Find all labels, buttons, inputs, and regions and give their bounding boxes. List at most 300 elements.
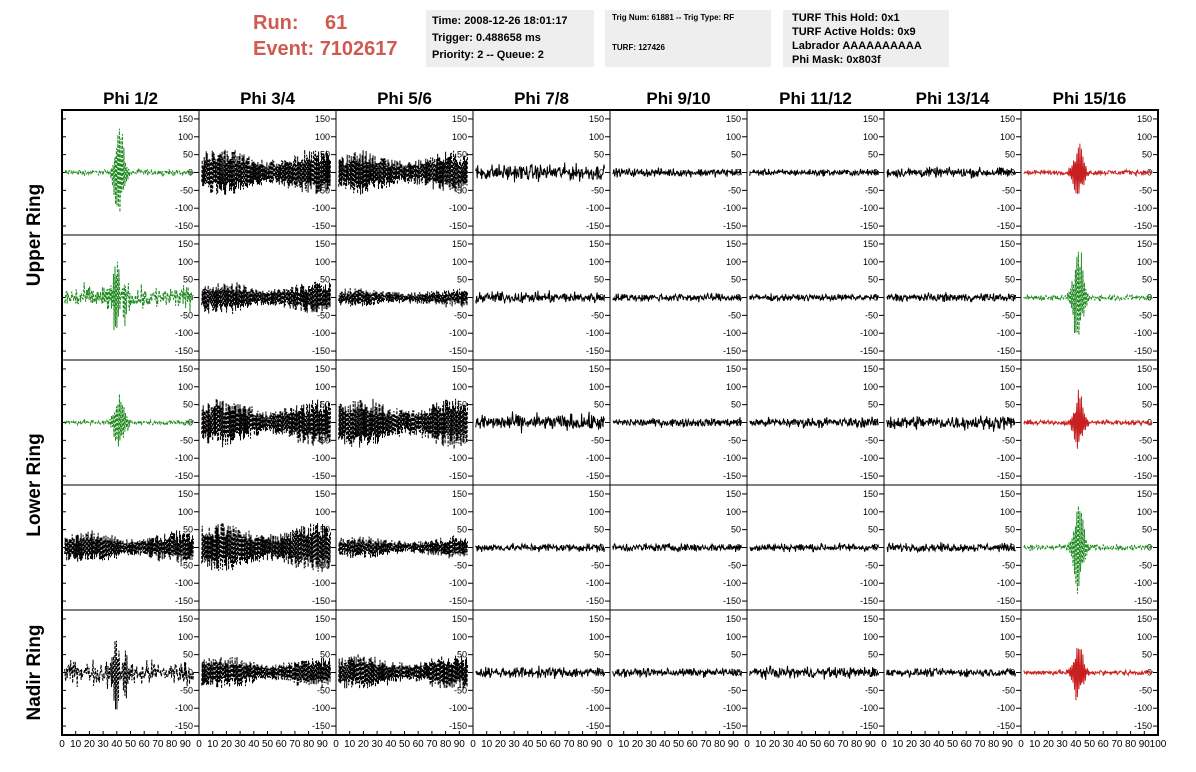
y-tick-label: 50	[867, 649, 878, 660]
y-tick-label: 100	[725, 506, 741, 517]
y-tick-label: 50	[730, 399, 741, 410]
y-tick-label: -50	[453, 185, 467, 196]
waveform-line	[613, 417, 742, 428]
y-tick-label: -50	[1001, 185, 1015, 196]
y-tick-label: -150	[859, 721, 878, 732]
y-tick-label: -150	[722, 221, 741, 232]
x-tick-label: 60	[686, 739, 698, 750]
y-tick-label: -50	[727, 310, 741, 321]
waveform-line	[339, 654, 468, 691]
waveform-line	[202, 150, 331, 195]
x-tick-label: 70	[426, 739, 438, 750]
y-tick-label: -100	[722, 453, 741, 464]
y-tick-label: 100	[1136, 381, 1152, 392]
y-tick-label: -100	[722, 203, 741, 214]
y-tick-label: 50	[867, 274, 878, 285]
column-header: Phi 7/8	[514, 89, 569, 108]
x-tick-label: 50	[1083, 739, 1096, 750]
y-tick-label: -50	[1138, 435, 1152, 446]
y-tick-label: 150	[451, 488, 467, 499]
y-tick-label: 50	[1141, 399, 1152, 410]
y-tick-label: 150	[725, 363, 741, 374]
y-tick-label: -100	[859, 203, 878, 214]
y-tick-label: -100	[174, 578, 193, 589]
y-tick-label: 100	[314, 381, 330, 392]
y-tick-label: 100	[314, 631, 330, 642]
x-tick-label: 70	[563, 739, 575, 750]
x-tick-label: 40	[796, 739, 808, 750]
x-tick-label: 60	[138, 739, 150, 750]
y-tick-label: -50	[727, 185, 741, 196]
row-group-label: Lower Ring	[24, 433, 45, 537]
y-tick-label: 50	[730, 274, 741, 285]
y-tick-label: 100	[177, 256, 193, 267]
column-header: Phi 1/2	[103, 89, 158, 108]
y-tick-label: 150	[1136, 488, 1152, 499]
waveform-line	[339, 288, 468, 307]
y-tick-label: 50	[1004, 149, 1015, 160]
x-tick-label: 50	[809, 739, 822, 750]
y-tick-label: -50	[316, 560, 330, 571]
y-tick-label: 0	[598, 667, 604, 678]
y-tick-label: 0	[1009, 292, 1015, 303]
y-tick-label: 50	[182, 649, 193, 660]
y-tick-label: 100	[862, 256, 878, 267]
y-tick-label: 150	[314, 113, 330, 124]
y-tick-label: 150	[314, 363, 330, 374]
column-header: Phi 3/4	[240, 89, 295, 108]
x-tick-label: 40	[1070, 739, 1082, 750]
y-tick-label: 150	[999, 238, 1015, 249]
y-tick-label: 0	[1146, 292, 1152, 303]
y-tick-label: 0	[735, 542, 741, 553]
y-tick-label: 0	[461, 667, 467, 678]
y-tick-label: 100	[314, 256, 330, 267]
y-tick-label: -100	[722, 578, 741, 589]
y-tick-label: -50	[590, 185, 604, 196]
y-tick-label: 150	[862, 363, 878, 374]
y-tick-label: 150	[725, 238, 741, 249]
y-tick-label: -100	[311, 203, 330, 214]
x-tick-label: 30	[97, 739, 109, 750]
y-tick-label: 100	[725, 631, 741, 642]
y-tick-label: 50	[730, 524, 741, 535]
waveform-line	[1024, 252, 1153, 335]
y-tick-label: 100	[451, 256, 467, 267]
y-tick-label: -100	[585, 703, 604, 714]
x-tick-label: 20	[83, 739, 95, 750]
x-tick-label: 80	[166, 739, 178, 750]
y-tick-label: -150	[996, 346, 1015, 357]
y-tick-label: 0	[598, 292, 604, 303]
y-tick-label: 150	[314, 613, 330, 624]
x-tick-label: 60	[549, 739, 561, 750]
y-tick-label: 50	[867, 149, 878, 160]
x-tick-label: 20	[905, 739, 917, 750]
y-tick-label: -100	[311, 328, 330, 339]
x-tick-label: 50	[124, 739, 137, 750]
waveform-line	[476, 411, 605, 433]
y-tick-label: -150	[174, 221, 193, 232]
x-tick-label: 70	[700, 739, 712, 750]
y-tick-label: -100	[996, 328, 1015, 339]
y-tick-label: 150	[999, 488, 1015, 499]
x-tick-label: 50	[672, 739, 685, 750]
x-tick-label: 40	[385, 739, 397, 750]
y-tick-label: 0	[461, 292, 467, 303]
y-tick-label: -150	[585, 596, 604, 607]
y-tick-label: -100	[996, 578, 1015, 589]
y-tick-label: 150	[725, 613, 741, 624]
x-tick-label: 90	[864, 739, 876, 750]
waveform-line	[476, 163, 605, 183]
y-tick-label: -50	[316, 685, 330, 696]
waveform-line	[202, 399, 331, 448]
trig-num-text: Trig Num: 61881 -- Trig Type: RF	[612, 13, 735, 22]
y-tick-label: 0	[735, 667, 741, 678]
y-tick-label: 50	[593, 649, 604, 660]
y-tick-label: -150	[1133, 346, 1152, 357]
y-tick-label: 100	[725, 381, 741, 392]
y-tick-label: 100	[177, 506, 193, 517]
y-tick-label: 0	[1146, 542, 1152, 553]
y-tick-label: 0	[872, 292, 878, 303]
y-tick-label: 0	[1146, 667, 1152, 678]
y-tick-label: 50	[730, 149, 741, 160]
y-tick-label: -100	[996, 203, 1015, 214]
y-tick-label: -100	[1133, 578, 1152, 589]
y-tick-label: -150	[722, 721, 741, 732]
y-tick-label: 100	[862, 631, 878, 642]
waveform-line	[613, 168, 742, 178]
y-tick-label: -100	[448, 453, 467, 464]
y-tick-label: 100	[177, 381, 193, 392]
y-tick-label: -50	[727, 685, 741, 696]
waveform-line	[887, 668, 1016, 678]
y-tick-label: -150	[311, 721, 330, 732]
waveform-line	[65, 530, 194, 564]
column-header: Phi 5/6	[377, 89, 432, 108]
x-tick-label: 90	[1138, 739, 1150, 750]
y-tick-label: -50	[590, 685, 604, 696]
y-tick-label: 50	[182, 149, 193, 160]
x-tick-label: 80	[714, 739, 726, 750]
y-tick-label: -50	[179, 685, 193, 696]
x-tick-label: 90	[727, 739, 739, 750]
y-tick-label: 100	[588, 256, 604, 267]
x-tick-label: 0	[1018, 739, 1024, 750]
x-tick-label: 10	[344, 739, 356, 750]
y-tick-label: 50	[456, 149, 467, 160]
y-tick-label: 50	[1141, 274, 1152, 285]
y-tick-label: -50	[316, 310, 330, 321]
x-tick-label: 0	[470, 739, 476, 750]
x-tick-label: 80	[851, 739, 863, 750]
waveform-line	[65, 262, 194, 330]
waveform-line	[339, 536, 468, 559]
y-tick-label: -50	[1138, 685, 1152, 696]
x-tick-label: 0	[333, 739, 339, 750]
waveform-line	[476, 666, 605, 679]
y-tick-label: 100	[725, 131, 741, 142]
waveform-line	[887, 542, 1016, 552]
y-tick-label: 0	[735, 167, 741, 178]
y-tick-label: -50	[590, 435, 604, 446]
y-tick-label: -50	[179, 185, 193, 196]
x-tick-label: 30	[782, 739, 794, 750]
waveform-line	[65, 129, 194, 213]
x-tick-label: 50	[261, 739, 274, 750]
y-tick-label: 50	[730, 649, 741, 660]
y-tick-label: -50	[1001, 310, 1015, 321]
y-tick-label: -150	[585, 471, 604, 482]
y-tick-label: 0	[735, 292, 741, 303]
y-tick-label: -50	[1001, 435, 1015, 446]
y-tick-label: -150	[996, 596, 1015, 607]
y-tick-label: 50	[1141, 524, 1152, 535]
y-tick-label: 50	[182, 399, 193, 410]
y-tick-label: 150	[451, 363, 467, 374]
y-tick-label: -100	[859, 578, 878, 589]
y-tick-label: 50	[1004, 399, 1015, 410]
y-tick-label: -50	[179, 560, 193, 571]
y-tick-label: 100	[451, 631, 467, 642]
y-tick-label: -100	[859, 453, 878, 464]
y-tick-label: -100	[585, 203, 604, 214]
y-tick-label: -50	[864, 685, 878, 696]
y-tick-label: 0	[735, 417, 741, 428]
row-group-label: Nadir Ring	[24, 624, 45, 721]
y-tick-label: -50	[727, 560, 741, 571]
waveform-line	[887, 292, 1016, 302]
waveform-line	[750, 543, 879, 552]
y-tick-label: -50	[864, 310, 878, 321]
waveform-line	[750, 666, 879, 680]
y-tick-label: 50	[1141, 649, 1152, 660]
column-header: Phi 9/10	[646, 89, 711, 108]
y-tick-label: 100	[862, 131, 878, 142]
y-tick-label: 150	[725, 113, 741, 124]
y-tick-label: -150	[585, 346, 604, 357]
y-tick-label: -100	[1133, 328, 1152, 339]
x-tick-label: 30	[371, 739, 383, 750]
x-tick-label: 60	[1097, 739, 1109, 750]
y-tick-label: 0	[324, 542, 330, 553]
y-tick-label: 0	[324, 167, 330, 178]
y-tick-label: -100	[585, 328, 604, 339]
x-tick-label: 60	[412, 739, 424, 750]
waveform-line	[202, 282, 331, 314]
y-tick-label: 0	[872, 417, 878, 428]
y-tick-label: 100	[1136, 256, 1152, 267]
y-tick-label: -100	[448, 203, 467, 214]
column-header: Phi 15/16	[1052, 89, 1127, 108]
y-tick-label: 100	[451, 131, 467, 142]
y-tick-label: -100	[1133, 453, 1152, 464]
waveform-line	[476, 543, 605, 552]
y-tick-label: 50	[182, 524, 193, 535]
x-tick-label: 10	[618, 739, 630, 750]
y-tick-label: -100	[311, 578, 330, 589]
waveform-line	[887, 416, 1016, 432]
y-tick-label: 50	[1141, 149, 1152, 160]
y-tick-label: 0	[324, 667, 330, 678]
x-tick-label: 70	[837, 739, 849, 750]
y-tick-label: 150	[177, 238, 193, 249]
y-tick-label: -50	[727, 435, 741, 446]
y-tick-label: -150	[859, 221, 878, 232]
y-tick-label: -150	[996, 721, 1015, 732]
x-tick-label: 20	[220, 739, 232, 750]
waveform-line	[750, 293, 879, 301]
x-tick-label: 30	[919, 739, 931, 750]
run-value: 61	[325, 12, 348, 34]
y-tick-label: 0	[598, 542, 604, 553]
y-tick-label: 100	[999, 631, 1015, 642]
y-tick-label: 50	[593, 399, 604, 410]
x-tick-label: 40	[248, 739, 260, 750]
y-tick-label: 100	[588, 131, 604, 142]
y-tick-label: -50	[316, 435, 330, 446]
y-tick-label: 150	[999, 113, 1015, 124]
x-tick-label: 70	[1111, 739, 1123, 750]
y-tick-label: -150	[448, 221, 467, 232]
y-tick-label: -150	[1133, 721, 1152, 732]
x-tick-label: 90	[316, 739, 328, 750]
event-value: 7102617	[319, 38, 398, 60]
y-tick-label: 0	[461, 167, 467, 178]
y-tick-label: -100	[174, 453, 193, 464]
y-tick-label: 50	[319, 399, 330, 410]
x-tick-label: 80	[303, 739, 315, 750]
y-tick-label: 100	[1136, 506, 1152, 517]
waveform-line	[613, 668, 742, 678]
event-label: Event:	[253, 38, 315, 60]
y-tick-label: -150	[174, 471, 193, 482]
y-tick-label: 150	[177, 363, 193, 374]
y-tick-label: 100	[862, 381, 878, 392]
waveform-line	[1024, 648, 1153, 700]
waveform-line	[1024, 390, 1153, 449]
y-tick-label: 0	[872, 667, 878, 678]
column-header: Phi 13/14	[915, 89, 990, 108]
y-tick-label: 150	[862, 113, 878, 124]
y-tick-label: 150	[1136, 363, 1152, 374]
waveform-line	[202, 657, 331, 689]
y-tick-label: 100	[588, 506, 604, 517]
y-tick-label: 50	[867, 524, 878, 535]
y-tick-label: -50	[1001, 685, 1015, 696]
y-tick-label: -100	[311, 453, 330, 464]
y-tick-label: 150	[588, 113, 604, 124]
x-tick-label: 0	[881, 739, 887, 750]
x-tick-label: 90	[179, 739, 191, 750]
y-tick-label: -100	[996, 703, 1015, 714]
y-tick-label: 150	[1136, 113, 1152, 124]
y-tick-label: -50	[864, 185, 878, 196]
x-tick-label: 90	[590, 739, 602, 750]
y-tick-label: 150	[177, 113, 193, 124]
priority-text: Priority: 2 -- Queue: 2	[432, 49, 544, 61]
x-tick-label: 10	[755, 739, 767, 750]
x-tick-label: 0	[196, 739, 202, 750]
y-tick-label: -50	[864, 560, 878, 571]
y-tick-label: -100	[722, 703, 741, 714]
y-tick-label: -150	[174, 721, 193, 732]
y-tick-label: -150	[448, 471, 467, 482]
waveform-line	[339, 399, 468, 449]
x-tick-label: 80	[988, 739, 1000, 750]
y-tick-label: -50	[1138, 560, 1152, 571]
y-tick-label: 150	[177, 613, 193, 624]
y-tick-label: 0	[187, 667, 193, 678]
y-tick-label: 0	[1009, 542, 1015, 553]
waveform-line	[476, 290, 605, 303]
y-tick-label: 0	[598, 417, 604, 428]
waveform-line	[339, 150, 468, 194]
y-tick-label: -150	[722, 346, 741, 357]
y-tick-label: -100	[448, 578, 467, 589]
y-tick-label: -50	[590, 310, 604, 321]
y-tick-label: -100	[1133, 703, 1152, 714]
y-tick-label: 150	[314, 488, 330, 499]
y-tick-label: -100	[448, 703, 467, 714]
y-tick-label: -50	[1138, 310, 1152, 321]
x-tick-label: 60	[275, 739, 287, 750]
turf-text: TURF: 127426	[612, 43, 665, 52]
y-tick-label: -150	[996, 221, 1015, 232]
y-tick-label: -100	[174, 203, 193, 214]
y-tick-label: 0	[598, 167, 604, 178]
y-tick-label: 0	[461, 542, 467, 553]
y-tick-label: 100	[999, 256, 1015, 267]
waveform-line	[750, 417, 879, 429]
y-tick-label: -100	[174, 328, 193, 339]
y-tick-label: -50	[179, 310, 193, 321]
y-tick-label: 100	[999, 381, 1015, 392]
x-tick-label: 90	[453, 739, 465, 750]
y-tick-label: 0	[872, 167, 878, 178]
y-tick-label: -150	[448, 346, 467, 357]
y-tick-label: 50	[319, 149, 330, 160]
y-tick-label: -150	[859, 346, 878, 357]
y-tick-label: 150	[451, 613, 467, 624]
y-tick-label: 100	[177, 631, 193, 642]
y-tick-label: 150	[862, 488, 878, 499]
y-tick-label: -150	[585, 721, 604, 732]
y-tick-label: 100	[588, 631, 604, 642]
y-tick-label: -100	[311, 703, 330, 714]
x-tick-label: 50	[398, 739, 411, 750]
y-tick-label: -50	[864, 435, 878, 446]
y-tick-label: -150	[448, 596, 467, 607]
y-tick-label: 150	[588, 363, 604, 374]
y-tick-label: 50	[1004, 524, 1015, 535]
y-tick-label: 150	[588, 238, 604, 249]
x-tick-label: 20	[631, 739, 643, 750]
y-tick-label: 0	[461, 417, 467, 428]
x-tick-label: 70	[289, 739, 301, 750]
y-tick-label: 150	[588, 613, 604, 624]
y-tick-label: 100	[451, 381, 467, 392]
y-tick-label: 150	[451, 238, 467, 249]
y-tick-label: 0	[187, 292, 193, 303]
y-tick-label: 50	[456, 399, 467, 410]
y-tick-label: -150	[859, 471, 878, 482]
y-tick-label: -150	[174, 346, 193, 357]
x-tick-label: 10	[481, 739, 493, 750]
x-tick-label: 40	[522, 739, 534, 750]
